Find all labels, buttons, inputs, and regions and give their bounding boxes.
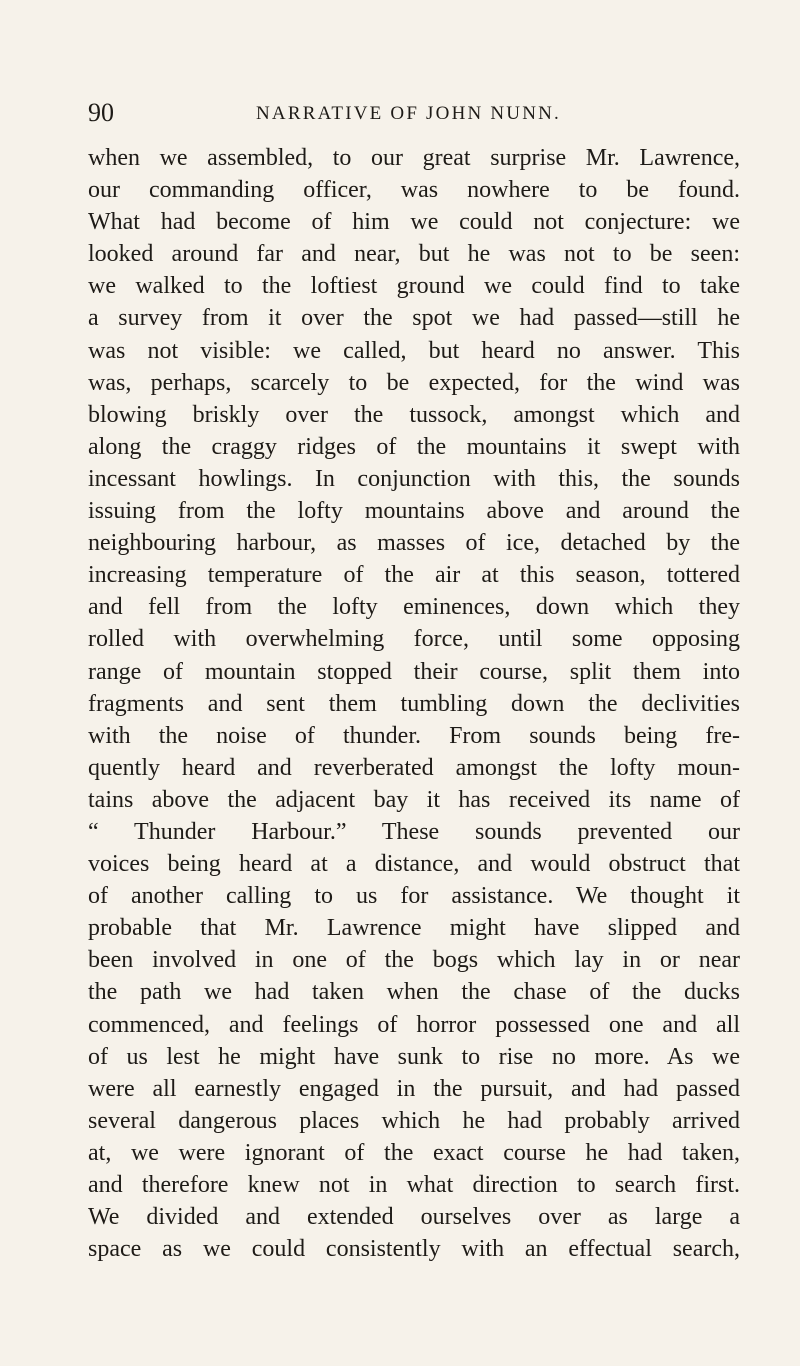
text-line: the path we had taken when the chase of the ducks (88, 979, 740, 1006)
text-line: quently heard and reverberated amongst the lofty moun- (88, 754, 740, 781)
text-line: neighbouring harbour, as masses of ice, detached by the (88, 530, 740, 557)
text-line: fragments and sent them tumbling down the declivities (88, 690, 740, 717)
text-line: several dangerous places which he had probably arrived (88, 1107, 740, 1134)
text-line: when we assembled, to our great surprise Mr. Lawrence, (88, 145, 740, 171)
text-line: at, we were ignorant of the exact course he had taken, (88, 1139, 740, 1166)
text-line: incessant howlings. In conjunction with this, the sounds (88, 465, 740, 492)
text-line: a survey from it over the spot we had passed—still he (88, 305, 740, 332)
text-line: range of mountain stopped their course, split them into (88, 658, 740, 685)
text-line: our commanding officer, was nowhere to be found. (88, 177, 740, 204)
text-line: voices being heard at a distance, and would obstruct that (88, 851, 740, 878)
text-line: probable that Mr. Lawrence might have slipped and (88, 915, 740, 942)
text-line: and fell from the lofty eminences, down which they (88, 594, 740, 621)
text-line: blowing briskly over the tussock, amongst which and (88, 401, 740, 428)
text-line: along the craggy ridges of the mountains it swept with (88, 433, 740, 460)
text-line: been involved in one of the bogs which lay in or near (88, 947, 740, 974)
text-line: with the noise of thunder. From sounds being fre- (88, 722, 740, 749)
text-line: of another calling to us for assistance. We thought it (88, 883, 740, 910)
text-line: looked around far and near, but he was not to be seen: (88, 241, 740, 268)
text-line: “ Thunder Harbour.” These sounds prevented our (88, 818, 740, 845)
text-line: we walked to the loftiest ground we could find to take (88, 273, 740, 300)
text-line: commenced, and feelings of horror possessed one and all (88, 1011, 740, 1038)
text-line: space as we could consistently with an effectual search, (88, 1236, 740, 1263)
text-line: and therefore knew not in what direction to search first. (88, 1172, 740, 1198)
text-line: were all earnestly engaged in the pursuit, and had passed (88, 1075, 740, 1102)
text-line: increasing temperature of the air at this season, tottered (88, 562, 740, 589)
text-line: was not visible: we called, but heard no answer. This (88, 337, 740, 364)
running-header (88, 98, 748, 128)
text-line: rolled with overwhelming force, until some opposing (88, 626, 740, 653)
text-line: of us lest he might have sunk to rise no more. As we (88, 1043, 740, 1070)
text-line: issuing from the lofty mountains above and around the (88, 498, 740, 525)
page-number: 90 (88, 98, 114, 127)
running-title: NARRATIVE OF JOHN NUNN. (256, 103, 561, 124)
body-text (88, 142, 740, 1265)
text-line: was, perhaps, scarcely to be expected, for the wind was (88, 369, 740, 396)
text-line: We divided and extended ourselves over as large a (88, 1204, 740, 1231)
text-line: What had become of him we could not conjecture: we (88, 209, 740, 236)
text-line: tains above the adjacent bay it has received its name of (88, 786, 740, 813)
